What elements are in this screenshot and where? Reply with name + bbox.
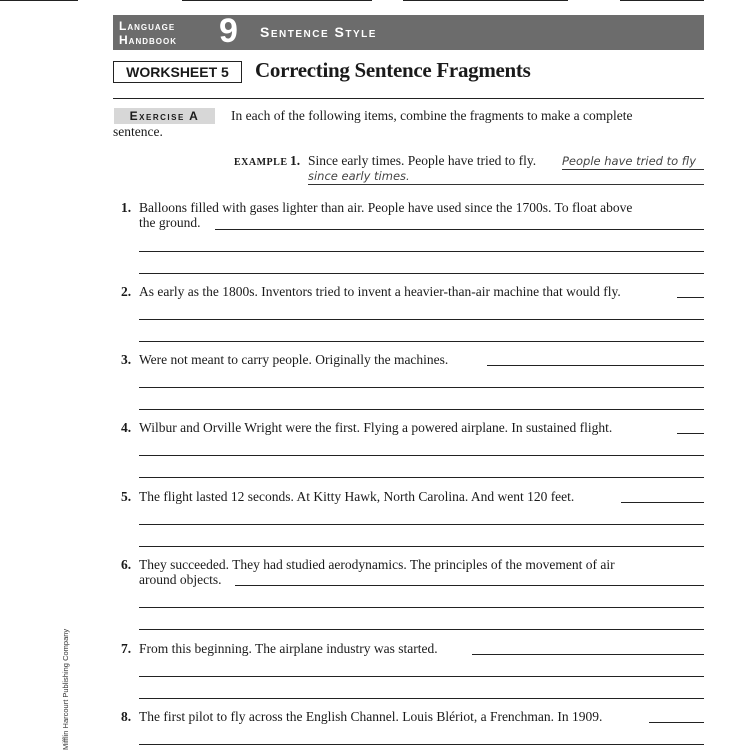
item-text: From this beginning. The airplane industry was started.: [139, 641, 438, 656]
item-number: 1.: [121, 200, 132, 215]
item-number: 3.: [121, 352, 132, 367]
item-number: 7.: [121, 641, 132, 656]
answer-line[interactable]: [139, 676, 704, 677]
chapter-title: Sentence Style: [260, 24, 377, 40]
copyright-notice: Mifflin Harcourt Publishing Company: [61, 628, 70, 750]
item-text: The flight lasted 12 seconds. At Kitty Hawk, North Carolina. And went 120 feet.: [139, 489, 575, 504]
item-text-continued: around objects.: [139, 572, 222, 587]
example-prompt: Since early times. People have tried to fly.: [308, 153, 537, 168]
item-text: Wilbur and Orville Wright were the first. Flying a powered airplane. In sustained flight.: [139, 420, 613, 435]
example-number: 1.: [290, 153, 301, 168]
exercise-instruction: In each of the following items, combine the fragments to make a complete: [231, 108, 633, 123]
example-label: EXAMPLE: [234, 157, 288, 168]
item-text: The first pilot to fly across the English Channel. Louis Blériot, a Frenchman. In 1909.: [139, 709, 603, 724]
answer-line[interactable]: [139, 546, 704, 547]
answer-line[interactable]: [235, 585, 704, 586]
answer-line[interactable]: [139, 251, 704, 252]
answer-line[interactable]: [677, 433, 704, 434]
example-answer-line-2: since early times.: [308, 169, 704, 185]
item-text-continued: the ground.: [139, 215, 201, 230]
exercise-instruction-continued: sentence.: [113, 124, 163, 139]
answer-line[interactable]: [139, 629, 704, 630]
answer-line[interactable]: [487, 365, 704, 366]
answer-line[interactable]: [139, 455, 704, 456]
answer-line[interactable]: [139, 387, 704, 388]
answer-line[interactable]: [139, 477, 704, 478]
item-number: 8.: [121, 709, 132, 724]
answer-line[interactable]: [139, 319, 704, 320]
item-text: As early as the 1800s. Inventors tried to invent a heavier-than-air machine that would fly.: [139, 284, 621, 299]
item-text: Were not meant to carry people. Originally the machines.: [139, 352, 449, 367]
answer-line[interactable]: [215, 229, 704, 230]
answer-line[interactable]: [139, 607, 704, 608]
answer-line[interactable]: [621, 502, 704, 503]
answer-line[interactable]: [139, 273, 704, 274]
handbook-line-2: Handbook: [119, 33, 177, 47]
exercise-label: Exercise A: [114, 108, 215, 124]
chapter-number: 9: [219, 12, 238, 50]
item-text: They succeeded. They had studied aerodynamics. The principles of the movement of air: [139, 557, 615, 572]
answer-line[interactable]: [139, 698, 704, 699]
answer-line[interactable]: [139, 524, 704, 525]
answer-line[interactable]: [677, 297, 704, 298]
item-text: Balloons filled with gases lighter than air. People have used since the 1700s. To float above: [139, 200, 633, 215]
header-fill-lines: [0, 0, 750, 4]
handbook-label: [119, 19, 177, 47]
example-answer-line-1: People have tried to fly: [562, 154, 704, 170]
item-number: 2.: [121, 284, 132, 299]
chapter-banner: [113, 12, 704, 50]
answer-line[interactable]: [649, 722, 704, 723]
answer-line[interactable]: [472, 654, 704, 655]
title-divider: [113, 98, 704, 99]
answer-line[interactable]: [139, 341, 704, 342]
item-number: 5.: [121, 489, 132, 504]
item-number: 4.: [121, 420, 132, 435]
answer-line[interactable]: [139, 744, 704, 745]
item-number: 6.: [121, 557, 132, 572]
worksheet-label: WORKSHEET 5: [113, 61, 242, 83]
worksheet-title: Correcting Sentence Fragments: [255, 58, 531, 82]
answer-line[interactable]: [139, 409, 704, 410]
handbook-line-1: Language: [119, 19, 176, 33]
